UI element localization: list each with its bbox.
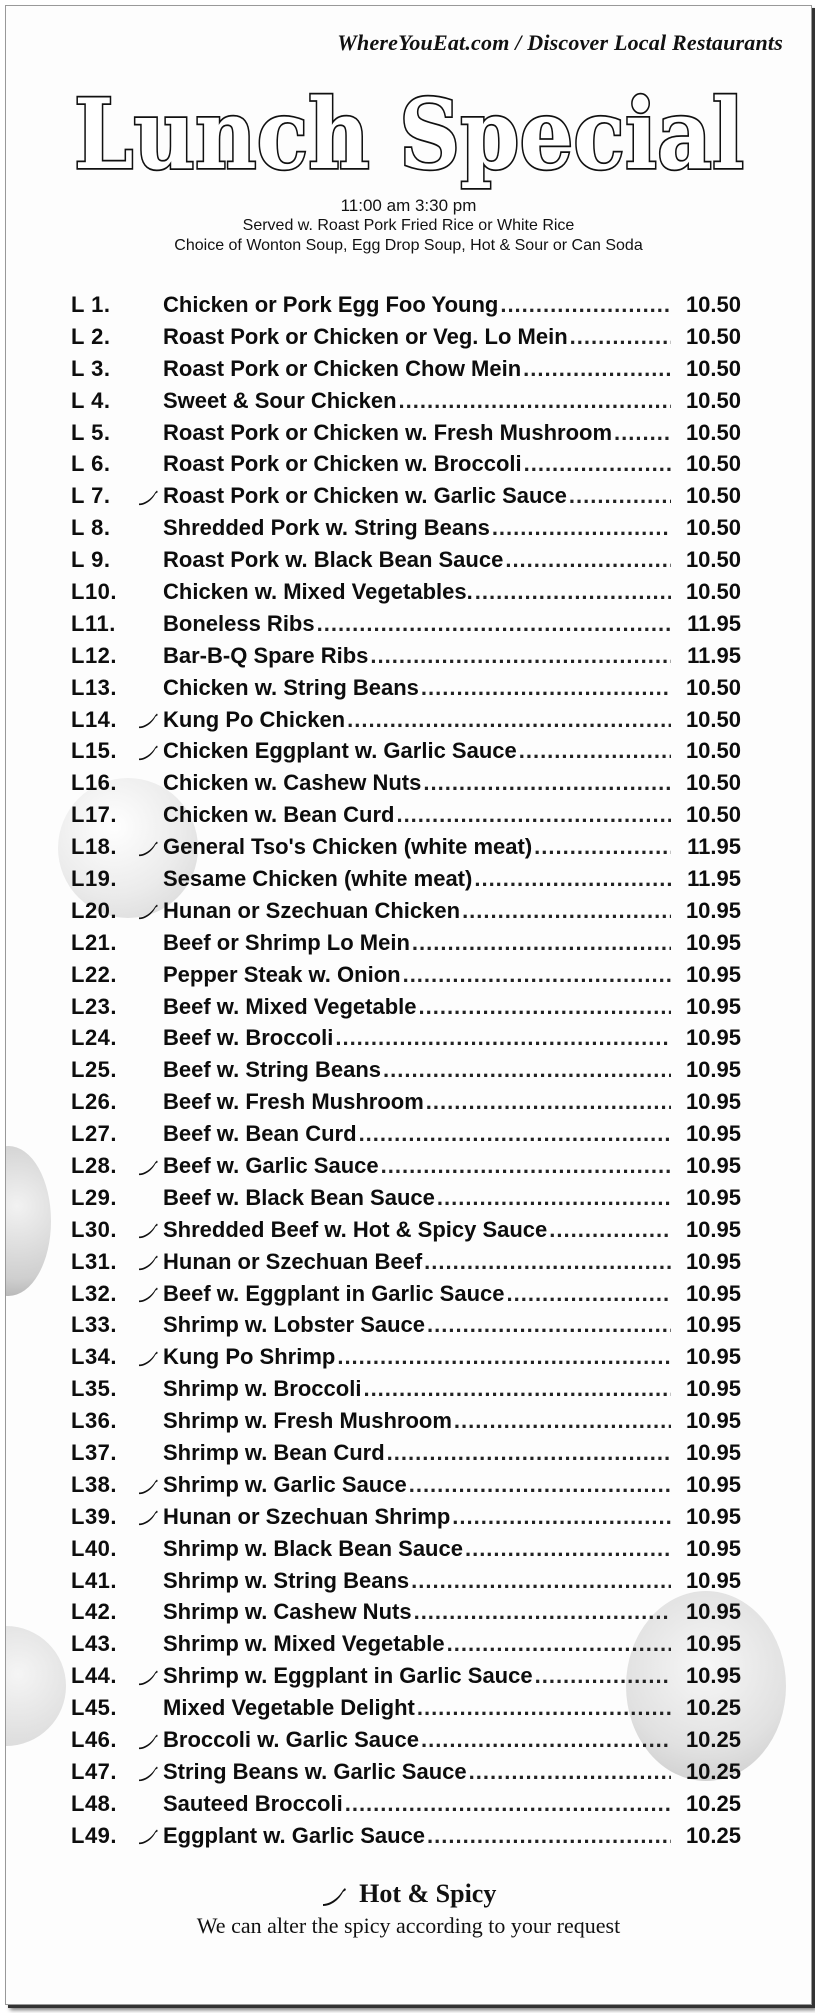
item-code: L47. (71, 1758, 118, 1784)
item-price: 11.95 (687, 834, 741, 860)
item-price: 10.50 (685, 419, 741, 445)
item-code: L 7. (71, 483, 111, 509)
menu-item-row (71, 353, 741, 385)
dot-leader (412, 930, 671, 956)
menu-item-row (71, 1373, 741, 1405)
item-name: Beef or Shrimp Lo Mein (163, 929, 410, 955)
dot-leader (492, 515, 671, 541)
page-title: Lunch Special (74, 78, 744, 191)
item-name: Sesame Chicken (white meat) (163, 865, 473, 891)
menu-item-row (71, 735, 741, 767)
item-code: L12. (71, 642, 118, 668)
item-code: L 3. (71, 355, 111, 381)
item-code: L24. (71, 1025, 118, 1051)
legend (6, 1879, 811, 1909)
menu-item-row (71, 863, 741, 895)
item-name: Chicken Eggplant w. Garlic Sauce (163, 738, 517, 764)
item-code: L19. (71, 865, 118, 891)
item-name: Kung Po Shrimp (163, 1344, 336, 1370)
item-price: 10.95 (685, 1567, 741, 1593)
menu-item-row (71, 1054, 741, 1086)
dot-leader (345, 1791, 671, 1817)
menu-item-row (71, 640, 741, 672)
dot-leader (383, 1057, 671, 1083)
item-code: L25. (71, 1057, 118, 1083)
item-code: L10. (71, 578, 118, 604)
item-code: L36. (71, 1408, 118, 1434)
item-price: 11.95 (687, 642, 741, 668)
item-name: Shrimp w. String Beans (163, 1567, 410, 1593)
menu-item-row (71, 512, 741, 544)
item-code: L32. (71, 1280, 118, 1306)
menu-item-row (71, 1310, 741, 1342)
chili-pepper-icon (321, 1879, 360, 1908)
item-name: Beef w. Bean Curd (163, 1121, 357, 1147)
item-price: 10.50 (685, 387, 741, 413)
item-price: 10.95 (685, 1312, 741, 1338)
menu-page (5, 5, 812, 2005)
menu-item-row (71, 1214, 741, 1246)
spicy-note: We can alter the spicy according to your request (196, 1913, 621, 1938)
dot-leader (335, 1025, 671, 1051)
legend-label: Hot & Spicy (359, 1879, 497, 1908)
item-price: 10.95 (685, 1280, 741, 1306)
dot-leader (570, 324, 671, 350)
menu-item-row (71, 1118, 741, 1150)
served-with: Served w. Roast Pork Fried Rice or White Rice (242, 217, 575, 234)
chili-pepper-icon (133, 710, 163, 729)
item-code: L38. (71, 1471, 118, 1497)
item-price: 10.95 (685, 1089, 741, 1115)
menu-item-row (71, 1501, 741, 1533)
hours: 11:00 am 3:30 pm (340, 196, 477, 215)
item-code: L44. (71, 1663, 118, 1689)
item-price: 10.95 (685, 1121, 741, 1147)
menu-item-row (71, 1022, 741, 1054)
item-code: L45. (71, 1695, 118, 1721)
item-name: Beef w. Garlic Sauce (163, 1152, 379, 1178)
item-name: Shredded Pork w. String Beans (163, 515, 490, 541)
item-code: L39. (71, 1503, 118, 1529)
item-price: 10.50 (685, 706, 741, 732)
chili-pepper-icon (133, 1762, 163, 1781)
item-code: L 4. (71, 387, 111, 413)
chili-pepper-icon (133, 1667, 163, 1686)
menu-item-row (71, 480, 741, 512)
item-price: 10.95 (685, 1025, 741, 1051)
item-code: L26. (71, 1089, 118, 1115)
dot-leader (535, 1663, 671, 1689)
item-price: 10.95 (685, 1184, 741, 1210)
dot-leader (359, 1121, 671, 1147)
dot-leader (462, 898, 671, 924)
item-name: Beef w. Mixed Vegetable (163, 993, 417, 1019)
item-code: L28. (71, 1152, 118, 1178)
dot-leader (437, 1185, 671, 1211)
title-wordart (64, 50, 754, 200)
dot-leader (474, 866, 671, 892)
item-price: 10.95 (685, 1057, 741, 1083)
dot-leader (417, 1695, 671, 1721)
item-name: Roast Pork or Chicken w. Broccoli (163, 451, 522, 477)
item-price: 10.50 (685, 323, 741, 349)
item-price: 10.50 (685, 547, 741, 573)
item-price: 10.50 (685, 355, 741, 381)
item-code: L 1. (71, 291, 111, 317)
item-price: 10.95 (685, 1248, 741, 1274)
dot-leader (454, 1408, 671, 1434)
item-code: L11. (71, 610, 116, 636)
dot-leader (500, 292, 671, 318)
dot-leader (387, 1440, 671, 1466)
item-price: 10.95 (685, 961, 741, 987)
dot-leader (505, 547, 671, 573)
dot-leader (523, 356, 671, 382)
menu-item-row (71, 991, 741, 1023)
item-name: Sweet & Sour Chicken (163, 387, 397, 413)
item-price: 10.95 (685, 1503, 741, 1529)
chili-pepper-icon (133, 487, 163, 506)
item-code: L33. (71, 1312, 118, 1338)
chili-pepper-icon (133, 1220, 163, 1239)
dot-leader (475, 579, 671, 605)
dot-leader (452, 1504, 671, 1530)
menu-item-row (71, 608, 741, 640)
item-name: Chicken or Pork Egg Foo Young (163, 291, 499, 317)
item-name: Roast Pork or Chicken Chow Mein (163, 355, 522, 381)
menu-item-row (71, 1150, 741, 1182)
item-name: Chicken w. Cashew Nuts (163, 770, 422, 796)
dot-leader (549, 1217, 671, 1243)
item-price: 10.50 (685, 451, 741, 477)
item-code: L35. (71, 1376, 118, 1402)
menu-item-row (71, 1469, 741, 1501)
dot-leader (469, 1759, 671, 1785)
item-code: L40. (71, 1535, 118, 1561)
plate-decoration (5, 1626, 66, 1746)
item-code: L31. (71, 1248, 118, 1274)
item-code: L 6. (71, 451, 111, 477)
item-name: Sauteed Broccoli (163, 1790, 343, 1816)
dot-leader (426, 1089, 671, 1115)
item-code: L43. (71, 1631, 118, 1657)
chili-pepper-icon (133, 837, 163, 856)
item-price: 10.50 (685, 578, 741, 604)
item-price: 10.50 (685, 291, 741, 317)
menu-list (71, 289, 741, 1852)
menu-item-row (71, 1086, 741, 1118)
dot-leader (507, 1281, 672, 1307)
item-name: Eggplant w. Garlic Sauce (163, 1822, 426, 1848)
item-name: Beef w. Eggplant in Garlic Sauce (163, 1280, 505, 1306)
item-price: 10.50 (685, 674, 741, 700)
dot-leader (411, 1568, 671, 1594)
item-code: L46. (71, 1727, 118, 1753)
item-name: Shrimp w. Bean Curd (163, 1440, 385, 1465)
menu-item-row (71, 895, 741, 927)
item-price: 10.25 (685, 1758, 741, 1784)
item-name: Shrimp w. Garlic Sauce (163, 1471, 407, 1497)
item-name: Shrimp w. Mixed Vegetable (163, 1631, 445, 1657)
menu-item-row (71, 1246, 741, 1278)
chili-pepper-icon (133, 1826, 163, 1845)
item-code: L 5. (71, 419, 111, 445)
item-code: L37. (71, 1440, 118, 1465)
item-name: Shrimp w. Cashew Nuts (163, 1599, 412, 1625)
menu-item-row (71, 959, 741, 991)
item-code: L21. (71, 929, 118, 955)
menu-item-row (71, 672, 741, 704)
dot-leader (409, 1472, 671, 1498)
menu-item-row (71, 1405, 741, 1437)
item-price: 10.95 (685, 1471, 741, 1497)
item-code: L49. (71, 1822, 118, 1848)
item-name: Bar-B-Q Spare Ribs (163, 642, 369, 668)
chili-pepper-icon (133, 1284, 163, 1303)
dot-leader (337, 1344, 671, 1370)
item-name: Shrimp w. Fresh Mushroom (163, 1408, 452, 1434)
item-name: Roast Pork or Chicken or Veg. Lo Mein (163, 323, 568, 349)
item-name: String Beans w. Garlic Sauce (163, 1758, 467, 1784)
item-code: L18. (71, 834, 118, 860)
menu-item-row (71, 1437, 741, 1469)
item-code: L34. (71, 1344, 118, 1370)
item-price: 10.95 (685, 1440, 741, 1465)
dot-leader (419, 994, 672, 1020)
dot-leader (403, 962, 671, 988)
item-name: Kung Po Chicken (163, 706, 346, 732)
dot-leader (381, 1153, 671, 1179)
item-price: 10.95 (685, 993, 741, 1019)
menu-item-row (71, 767, 741, 799)
menu-item-row (71, 799, 741, 831)
item-name: Chicken w. Bean Curd (163, 802, 395, 828)
menu-item-row (71, 1756, 741, 1788)
item-code: L13. (71, 674, 118, 700)
item-code: L48. (71, 1790, 118, 1816)
item-code: L20. (71, 897, 118, 923)
chili-pepper-icon (133, 901, 163, 920)
item-name: Broccoli w. Garlic Sauce (163, 1727, 419, 1753)
menu-item-row (71, 385, 741, 417)
menu-item-row (71, 321, 741, 353)
menu-item-row (71, 417, 741, 449)
menu-item-row (71, 1724, 741, 1756)
site-header[interactable]: WhereYouEat.com / Discover Local Restaurants (337, 30, 783, 55)
menu-item-row (71, 1182, 741, 1214)
dot-leader (396, 802, 671, 828)
menu-item-row (71, 576, 741, 608)
item-name: Shredded Beef w. Hot & Spicy Sauce (163, 1216, 548, 1242)
dot-leader (423, 770, 671, 796)
item-code: L41. (71, 1567, 118, 1593)
menu-item-row (71, 1692, 741, 1724)
chili-pepper-icon (133, 742, 163, 761)
item-name: Shrimp w. Black Bean Sauce (163, 1535, 463, 1561)
item-price: 10.25 (685, 1822, 741, 1848)
item-code: L22. (71, 961, 118, 987)
dot-leader (447, 1631, 671, 1657)
item-price: 10.25 (685, 1727, 741, 1753)
item-code: L 8. (71, 515, 111, 541)
item-name: Hunan or Szechuan Beef (163, 1248, 423, 1274)
item-name: Hunan or Szechuan Chicken (163, 897, 461, 923)
item-name: Roast Pork or Chicken w. Garlic Sauce (163, 483, 567, 509)
item-name: Roast Pork or Chicken w. Fresh Mushroom (163, 419, 613, 445)
menu-item-row (71, 704, 741, 736)
dot-leader (427, 1312, 671, 1338)
chili-pepper-icon (133, 1252, 163, 1271)
chili-pepper-icon (133, 1156, 163, 1175)
item-code: L17. (71, 802, 118, 828)
dot-leader (347, 707, 671, 733)
item-code: L16. (71, 770, 118, 796)
item-name: Shrimp w. Lobster Sauce (163, 1312, 426, 1338)
chili-pepper-icon (133, 1730, 163, 1749)
dot-leader (614, 420, 671, 446)
item-price: 10.50 (685, 802, 741, 828)
item-price: 11.95 (687, 865, 741, 891)
item-name: Shrimp w. Broccoli (163, 1376, 362, 1402)
item-price: 10.95 (685, 1152, 741, 1178)
menu-item-row (71, 831, 741, 863)
item-price: 11.95 (687, 610, 741, 636)
item-name: Beef w. Black Bean Sauce (163, 1184, 435, 1210)
item-price: 10.50 (685, 738, 741, 764)
dot-leader (519, 738, 671, 764)
item-price: 10.50 (685, 515, 741, 541)
item-price: 10.95 (685, 1599, 741, 1625)
dot-leader (370, 643, 671, 669)
item-name: Roast Pork w. Black Bean Sauce (163, 547, 504, 573)
item-name: General Tso's Chicken (white meat) (163, 834, 533, 860)
menu-item-row (71, 544, 741, 576)
item-code: L 2. (71, 323, 111, 349)
choice-of: Choice of Wonton Soup, Egg Drop Soup, Hot & Sour or Can Soda (174, 237, 643, 254)
item-name: Shrimp w. Eggplant in Garlic Sauce (163, 1663, 533, 1689)
item-code: L15. (71, 738, 118, 764)
item-price: 10.95 (685, 897, 741, 923)
item-price: 10.95 (685, 1344, 741, 1370)
menu-item-row (71, 1565, 741, 1597)
dot-leader (524, 451, 671, 477)
dot-leader (427, 1823, 671, 1849)
item-price: 10.95 (685, 1663, 741, 1689)
dot-leader (465, 1536, 671, 1562)
item-name: Pepper Steak w. Onion (163, 961, 401, 987)
item-code: L 9. (71, 547, 111, 573)
chili-pepper-icon (133, 1507, 163, 1526)
dot-leader (363, 1376, 671, 1402)
menu-item-row (71, 1788, 741, 1820)
item-name: Chicken w. Mixed Vegetables. (163, 578, 473, 604)
chili-pepper-icon (133, 1475, 163, 1494)
item-price: 10.95 (685, 1408, 741, 1434)
dot-leader (421, 675, 671, 701)
item-price: 10.25 (685, 1790, 741, 1816)
chili-pepper-icon (133, 1348, 163, 1367)
item-price: 10.95 (685, 1216, 741, 1242)
dot-leader (534, 834, 671, 860)
item-code: L30. (71, 1216, 118, 1242)
item-code: L23. (71, 993, 118, 1019)
menu-item-row (71, 1278, 741, 1310)
item-name: Mixed Vegetable Delight (163, 1695, 415, 1721)
item-name: Beef w. Broccoli (163, 1025, 334, 1051)
item-price: 10.25 (685, 1695, 741, 1721)
menu-item-row (71, 1820, 741, 1852)
menu-item-row (71, 289, 741, 321)
item-name: Chicken w. String Beans (163, 674, 419, 700)
dot-leader (317, 611, 671, 637)
item-price: 10.50 (685, 770, 741, 796)
menu-item-row (71, 448, 741, 480)
item-code: L29. (71, 1184, 118, 1210)
menu-item-row (71, 1597, 741, 1629)
dot-leader (399, 388, 671, 414)
menu-item-row (71, 1533, 741, 1565)
dot-leader (569, 483, 671, 509)
menu-item-row (71, 1341, 741, 1373)
item-name: Boneless Ribs (163, 610, 315, 636)
item-code: L42. (71, 1599, 118, 1625)
item-code: L14. (71, 706, 118, 732)
dot-leader (424, 1249, 671, 1275)
plate-decoration (5, 1146, 51, 1296)
item-name: Hunan or Szechuan Shrimp (163, 1503, 451, 1529)
item-price: 10.95 (685, 1535, 741, 1561)
item-price: 10.50 (685, 483, 741, 509)
item-name: Beef w. Fresh Mushroom (163, 1089, 424, 1115)
menu-item-row (71, 927, 741, 959)
dot-leader (414, 1599, 671, 1625)
menu-item-row (71, 1660, 741, 1692)
item-name: Beef w. String Beans (163, 1057, 382, 1083)
item-price: 10.95 (685, 1376, 741, 1402)
item-price: 10.95 (685, 1631, 741, 1657)
dot-leader (421, 1727, 671, 1753)
item-price: 10.95 (685, 929, 741, 955)
menu-item-row (71, 1628, 741, 1660)
item-code: L27. (71, 1121, 118, 1147)
